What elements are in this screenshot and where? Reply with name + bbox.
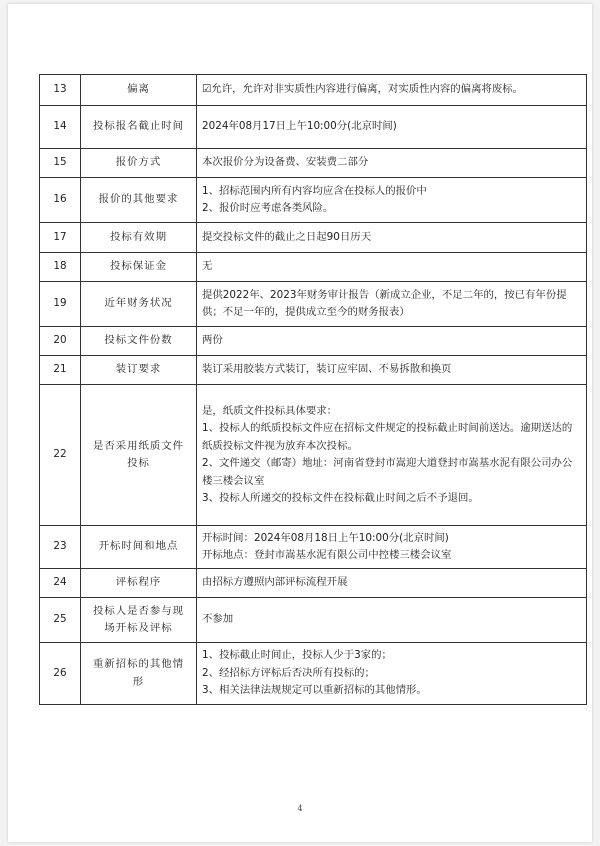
content-line: 开标时间：2024年08月18日上午10:00分(北京时间) [202, 531, 449, 544]
content-line: 3、相关法律法规规定可以重新招标的其他情形。 [202, 684, 427, 697]
content-line: 由招标方遵照内部评标流程开展 [202, 576, 348, 589]
content-line: 是，纸质文件投标具体要求： [202, 404, 338, 417]
row-number: 21 [40, 356, 81, 385]
row-item-label: 报价的其他要求 [81, 178, 197, 223]
table-row [40, 598, 587, 643]
row-number: 23 [40, 526, 81, 569]
row-item-label: 投标人是否参与现场开标及评标 [81, 598, 197, 643]
content-line: 2、经招标方评标后否决所有投标的； [202, 666, 375, 679]
table-row [40, 178, 587, 223]
table-row [40, 356, 587, 385]
content-line: 装订采用胶装方式装订，装订应牢固、不易拆散和换页 [202, 363, 452, 376]
table-row [40, 149, 587, 178]
table-row [40, 526, 587, 569]
row-number: 16 [40, 178, 81, 223]
row-content [197, 569, 587, 598]
content-line: 1、投标截止时间止，投标人少于3家的； [202, 649, 392, 662]
row-content [197, 106, 587, 149]
table-row [40, 327, 587, 356]
row-item-label: 近年财务状况 [81, 282, 197, 327]
row-item-label: 投标保证金 [81, 253, 197, 282]
content-line: 提交投标文件的截止之日起90日历天 [202, 230, 372, 243]
table-row [40, 75, 587, 106]
row-item-label: 报价方式 [81, 149, 197, 178]
page-number: 4 [297, 804, 303, 813]
content-line: ☑允许，允许对非实质性内容进行偏离，对实质性内容的偏离将废标。 [202, 83, 524, 96]
table-row [40, 106, 587, 149]
table-row [40, 282, 587, 327]
content-line: 不参加 [202, 613, 234, 626]
content-line: 提供2022年、2023年财务审计报告（新成立企业，不足二年的，按已有年份提供；不足一年的，提供成立至今的财务报表） [202, 288, 567, 318]
row-content [197, 356, 587, 385]
tender-info-table [39, 74, 587, 705]
row-content [197, 223, 587, 253]
row-content [197, 526, 587, 569]
content-line: 1、投标人的纸质投标文件应在招标文件规定的投标截止时间前送达。逾期送达的纸质投标文件视为放弃本次投标。 [202, 422, 573, 452]
row-item-label: 是否采用纸质文件投标 [81, 385, 197, 526]
row-number: 14 [40, 106, 81, 149]
content-line: 开标地点：登封市嵩基水泥有限公司中控楼三楼会议室 [202, 549, 452, 561]
row-content [197, 643, 587, 705]
table-row [40, 569, 587, 598]
row-content [197, 327, 587, 356]
row-item-label: 投标报名截止时间 [81, 106, 197, 149]
row-item-label: 投标文件份数 [81, 327, 197, 356]
table-row [40, 643, 587, 705]
row-content [197, 75, 587, 106]
row-content [197, 149, 587, 178]
content-line: 本次报价分为设备费、安装费二部分 [202, 156, 369, 169]
table-body [40, 75, 587, 705]
row-item-label: 投标有效期 [81, 223, 197, 253]
row-number: 17 [40, 223, 81, 253]
document-page [8, 4, 592, 842]
content-line: 2、报价时应考虑各类风险。 [202, 202, 334, 214]
row-number: 15 [40, 149, 81, 178]
table-row [40, 253, 587, 282]
table-row [40, 223, 587, 253]
row-item-label: 评标程序 [81, 569, 197, 598]
row-content [197, 598, 587, 643]
table-row [40, 385, 587, 526]
content-line: 2024年08月17日上午10:00分(北京时间) [202, 120, 397, 133]
content-line: 两份 [202, 334, 223, 347]
row-content [197, 178, 587, 223]
row-number: 13 [40, 75, 81, 106]
row-number: 26 [40, 643, 81, 705]
row-item-label: 重新招标的其他情形 [81, 643, 197, 705]
row-item-label: 偏离 [81, 75, 197, 106]
row-number: 18 [40, 253, 81, 282]
content-line: 1、招标范围内所有内容均应含在投标人的报价中 [202, 184, 427, 197]
row-number: 20 [40, 327, 81, 356]
row-item-label: 装订要求 [81, 356, 197, 385]
row-content [197, 253, 587, 282]
content-line: 2、文件递交（邮寄）地址：河南省登封市嵩迎大道登封市嵩基水泥有限公司办公楼三楼会议室 [202, 457, 573, 487]
row-item-label: 开标时间和地点 [81, 526, 197, 569]
content-line: 无 [202, 260, 213, 273]
row-content [197, 385, 587, 526]
row-number: 22 [40, 385, 81, 526]
row-number: 19 [40, 282, 81, 327]
row-content [197, 282, 587, 327]
content-line: 3、投标人所递交的投标文件在投标截止时间之后不予退回。 [202, 492, 479, 504]
row-number: 25 [40, 598, 81, 643]
row-number: 24 [40, 569, 81, 598]
